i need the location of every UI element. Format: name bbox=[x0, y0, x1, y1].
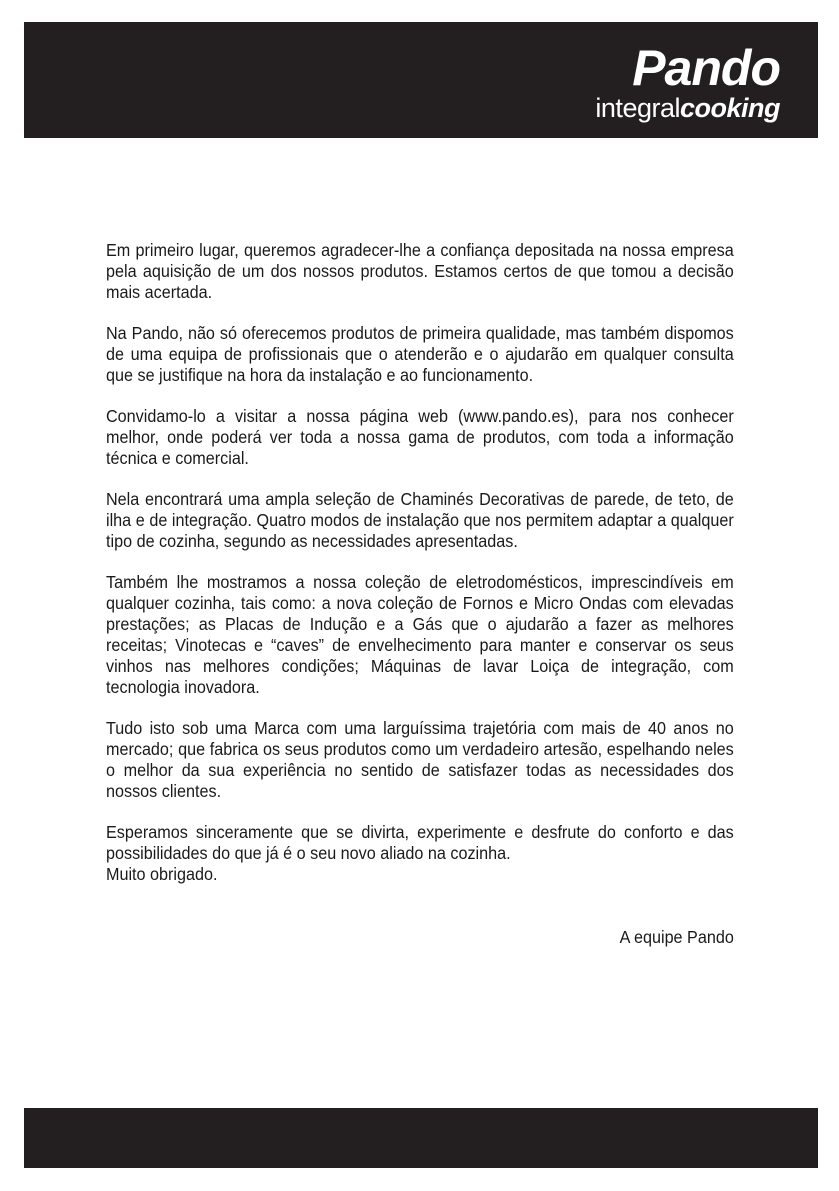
header-band bbox=[24, 22, 818, 138]
letter-signature: A equipe Pando bbox=[619, 927, 734, 947]
letter-paragraph: Também lhe mostramos a nossa coleção de eletrodomésticos, imprescindíveis em qualquer cozinha, tais como: a nova coleção de Fornos e Micro Ondas com elevadas prestações; as Placas de Indução e a Gás que o ajudarão a fazer as melhores receitas; Vinotecas e “caves” de envelhecimento para manter e conservar os seus vinhos nas melhores condições; Máquinas de lavar Loiça de integração, com tecnologia inovadora. bbox=[106, 572, 734, 697]
pando-logo bbox=[595, 40, 780, 123]
letter-paragraph: Em primeiro lugar, queremos agradecer-lhe a confiança depositada na nossa empresa pela aquisição de um dos nossos produtos. Estamos certos de que tomou a decisão mais acertada. bbox=[106, 240, 734, 302]
letter-paragraph: Nela encontrará uma ampla seleção de Chaminés Decorativas de parede, de teto, de ilha e de integração. Quatro modos de instalação que nos permitem adaptar a qualquer tipo de cozinha, segundo as necessidades apresentadas. bbox=[106, 489, 734, 551]
letter-closing: Muito obrigado. bbox=[106, 864, 218, 884]
logo-tagline-bold: cooking bbox=[679, 93, 780, 123]
footer-band bbox=[24, 1108, 818, 1168]
letter-paragraph: Na Pando, não só oferecemos produtos de primeira qualidade, mas também dispomos de uma equipa de profissionais que o atenderão e o ajudarão em qualquer consulta que se justifique na hora da instalação e ao funcionamento. bbox=[106, 323, 734, 385]
letter-paragraph: Convidamo-lo a visitar a nossa página web (www.pando.es), para nos conhecer melhor, onde poderá ver toda a nossa gama de produtos, com toda a informação técnica e comercial. bbox=[106, 406, 734, 468]
logo-tagline bbox=[595, 94, 780, 122]
logo-name: Pando bbox=[632, 40, 780, 96]
letter-paragraph: Tudo isto sob uma Marca com uma larguíssima trajetória com mais de 40 anos no mercado; que fabrica os seus produtos como um verdadeiro artesão, espelhando neles o melhor da sua experiência no sentido de satisfazer todas as necessidades dos nossos clientes. bbox=[106, 718, 734, 801]
letter-paragraph: Esperamos sinceramente que se divirta, experimente e desfrute do conforto e das possibilidades do que já é o seu novo aliado na cozinha. bbox=[106, 822, 734, 863]
logo-tagline-light: integral bbox=[595, 93, 680, 123]
letter-body bbox=[106, 240, 734, 905]
